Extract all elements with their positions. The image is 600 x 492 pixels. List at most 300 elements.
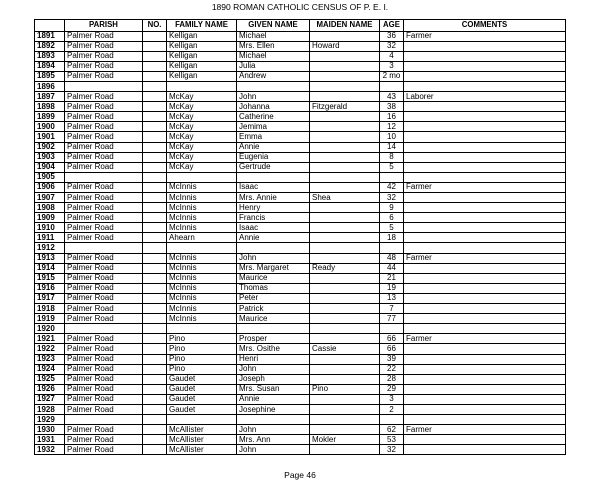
no-cell	[143, 223, 167, 233]
comments-cell	[404, 233, 566, 243]
family-name-cell: McAllister	[167, 435, 237, 445]
no-cell	[143, 81, 167, 91]
column-header-given-name: GIVEN NAME	[237, 20, 310, 32]
table-row	[35, 162, 566, 172]
given-name-cell: Isaac	[237, 182, 310, 192]
comments-cell	[404, 304, 566, 314]
comments-cell	[404, 394, 566, 404]
given-name-cell: Henri	[237, 354, 310, 364]
table-row	[35, 263, 566, 273]
age-cell: 2 mo	[380, 71, 404, 81]
given-name-cell: Johanna	[237, 102, 310, 112]
age-cell: 3	[380, 61, 404, 71]
no-cell	[143, 445, 167, 455]
family-name-cell: McKay	[167, 102, 237, 112]
maiden-name-cell: Shea	[310, 193, 380, 203]
age-cell: 38	[380, 102, 404, 112]
comments-cell	[404, 152, 566, 162]
given-name-cell: Julia	[237, 61, 310, 71]
comments-cell	[404, 344, 566, 354]
row-number-cell: 1914	[35, 263, 65, 273]
no-cell	[143, 374, 167, 384]
no-cell	[143, 384, 167, 394]
age-cell	[380, 243, 404, 253]
maiden-name-cell	[310, 81, 380, 91]
table-row	[35, 334, 566, 344]
family-name-cell	[167, 172, 237, 182]
maiden-name-cell: Pino	[310, 384, 380, 394]
age-cell: 19	[380, 283, 404, 293]
comments-cell	[404, 122, 566, 132]
no-cell	[143, 203, 167, 213]
parish-cell: Palmer Road	[65, 193, 143, 203]
no-cell	[143, 314, 167, 324]
census-table	[34, 19, 566, 455]
given-name-cell: Annie	[237, 233, 310, 243]
age-cell: 2	[380, 404, 404, 414]
maiden-name-cell	[310, 425, 380, 435]
maiden-name-cell	[310, 445, 380, 455]
age-cell: 39	[380, 354, 404, 364]
no-cell	[143, 31, 167, 41]
row-number-cell: 1918	[35, 304, 65, 314]
comments-cell	[404, 243, 566, 253]
row-number-cell: 1917	[35, 293, 65, 303]
age-cell: 5	[380, 223, 404, 233]
parish-cell	[65, 415, 143, 425]
header-row	[35, 20, 566, 32]
row-number-cell: 1897	[35, 92, 65, 102]
parish-cell: Palmer Road	[65, 263, 143, 273]
age-cell: 14	[380, 142, 404, 152]
table-row	[35, 71, 566, 81]
parish-cell: Palmer Road	[65, 334, 143, 344]
family-name-cell: Pino	[167, 334, 237, 344]
row-number-cell: 1913	[35, 253, 65, 263]
no-cell	[143, 273, 167, 283]
table-row	[35, 293, 566, 303]
age-cell: 36	[380, 31, 404, 41]
row-number-cell: 1928	[35, 404, 65, 414]
no-cell	[143, 152, 167, 162]
parish-cell: Palmer Road	[65, 102, 143, 112]
parish-cell: Palmer Road	[65, 213, 143, 223]
age-cell: 13	[380, 293, 404, 303]
maiden-name-cell	[310, 394, 380, 404]
table-row	[35, 132, 566, 142]
given-name-cell: Isaac	[237, 223, 310, 233]
comments-cell	[404, 223, 566, 233]
given-name-cell	[237, 324, 310, 334]
comments-cell	[404, 162, 566, 172]
table-row	[35, 374, 566, 384]
parish-cell: Palmer Road	[65, 122, 143, 132]
family-name-cell	[167, 81, 237, 91]
given-name-cell	[237, 243, 310, 253]
given-name-cell: John	[237, 92, 310, 102]
age-cell	[380, 415, 404, 425]
given-name-cell: Thomas	[237, 283, 310, 293]
comments-cell	[404, 132, 566, 142]
maiden-name-cell	[310, 122, 380, 132]
table-row	[35, 142, 566, 152]
given-name-cell: Andrew	[237, 71, 310, 81]
no-cell	[143, 334, 167, 344]
given-name-cell	[237, 81, 310, 91]
family-name-cell: McKay	[167, 142, 237, 152]
age-cell: 29	[380, 384, 404, 394]
row-number-cell: 1909	[35, 213, 65, 223]
given-name-cell: Annie	[237, 142, 310, 152]
maiden-name-cell	[310, 51, 380, 61]
age-cell: 4	[380, 51, 404, 61]
age-cell: 16	[380, 112, 404, 122]
family-name-cell: McKay	[167, 162, 237, 172]
parish-cell: Palmer Road	[65, 71, 143, 81]
family-name-cell: McInnis	[167, 293, 237, 303]
family-name-cell: McKay	[167, 92, 237, 102]
given-name-cell: Francis	[237, 213, 310, 223]
parish-cell: Palmer Road	[65, 354, 143, 364]
parish-cell: Palmer Road	[65, 445, 143, 455]
parish-cell: Palmer Road	[65, 394, 143, 404]
age-cell: 62	[380, 425, 404, 435]
maiden-name-cell	[310, 61, 380, 71]
row-number-cell: 1923	[35, 354, 65, 364]
no-cell	[143, 132, 167, 142]
family-name-cell: Kelligan	[167, 51, 237, 61]
family-name-cell: Pino	[167, 364, 237, 374]
table-row	[35, 394, 566, 404]
table-row	[35, 364, 566, 374]
table-row	[35, 404, 566, 414]
table-row	[35, 122, 566, 132]
comments-cell	[404, 364, 566, 374]
age-cell: 32	[380, 193, 404, 203]
table-row	[35, 203, 566, 213]
age-cell: 32	[380, 41, 404, 51]
given-name-cell: Gertrude	[237, 162, 310, 172]
comments-cell	[404, 81, 566, 91]
no-cell	[143, 233, 167, 243]
given-name-cell: Eugenia	[237, 152, 310, 162]
no-cell	[143, 415, 167, 425]
no-cell	[143, 92, 167, 102]
maiden-name-cell: Fitzgerald	[310, 102, 380, 112]
row-number-cell: 1920	[35, 324, 65, 334]
table-row	[35, 253, 566, 263]
parish-cell: Palmer Road	[65, 314, 143, 324]
parish-cell	[65, 81, 143, 91]
parish-cell: Palmer Road	[65, 112, 143, 122]
maiden-name-cell	[310, 334, 380, 344]
table-row	[35, 415, 566, 425]
parish-cell: Palmer Road	[65, 374, 143, 384]
age-cell: 5	[380, 162, 404, 172]
family-name-cell: McInnis	[167, 304, 237, 314]
given-name-cell: Peter	[237, 293, 310, 303]
comments-cell	[404, 102, 566, 112]
given-name-cell: Josephine	[237, 404, 310, 414]
family-name-cell: McInnis	[167, 263, 237, 273]
comments-cell	[404, 61, 566, 71]
comments-cell	[404, 374, 566, 384]
given-name-cell: John	[237, 253, 310, 263]
row-number-cell: 1908	[35, 203, 65, 213]
age-cell: 32	[380, 445, 404, 455]
row-number-cell: 1893	[35, 51, 65, 61]
family-name-cell: McInnis	[167, 253, 237, 263]
maiden-name-cell	[310, 364, 380, 374]
maiden-name-cell	[310, 172, 380, 182]
parish-cell: Palmer Road	[65, 41, 143, 51]
maiden-name-cell	[310, 152, 380, 162]
family-name-cell: Gaudet	[167, 374, 237, 384]
given-name-cell: Mrs. Susan	[237, 384, 310, 394]
family-name-cell: McKay	[167, 152, 237, 162]
given-name-cell: Henry	[237, 203, 310, 213]
column-header-parish: PARISH	[65, 20, 143, 32]
family-name-cell: Kelligan	[167, 61, 237, 71]
maiden-name-cell	[310, 415, 380, 425]
row-number-cell: 1919	[35, 314, 65, 324]
family-name-cell: Pino	[167, 354, 237, 364]
parish-cell: Palmer Road	[65, 384, 143, 394]
age-cell: 7	[380, 304, 404, 314]
family-name-cell: Gaudet	[167, 404, 237, 414]
parish-cell: Palmer Road	[65, 142, 143, 152]
comments-cell	[404, 445, 566, 455]
table-row	[35, 344, 566, 354]
given-name-cell: Patrick	[237, 304, 310, 314]
comments-cell	[404, 293, 566, 303]
family-name-cell: McInnis	[167, 203, 237, 213]
age-cell	[380, 81, 404, 91]
no-cell	[143, 61, 167, 71]
parish-cell: Palmer Road	[65, 182, 143, 192]
parish-cell: Palmer Road	[65, 233, 143, 243]
age-cell: 8	[380, 152, 404, 162]
given-name-cell	[237, 415, 310, 425]
row-number-cell: 1895	[35, 71, 65, 81]
comments-cell: Farmer	[404, 31, 566, 41]
no-cell	[143, 283, 167, 293]
row-number-cell: 1894	[35, 61, 65, 71]
family-name-cell: Gaudet	[167, 384, 237, 394]
given-name-cell: Annie	[237, 394, 310, 404]
page-number: Page 46	[284, 470, 316, 480]
given-name-cell: Michael	[237, 31, 310, 41]
row-number-cell: 1912	[35, 243, 65, 253]
age-cell: 3	[380, 394, 404, 404]
no-cell	[143, 425, 167, 435]
no-cell	[143, 263, 167, 273]
comments-cell: Farmer	[404, 253, 566, 263]
family-name-cell: McInnis	[167, 182, 237, 192]
comments-cell	[404, 314, 566, 324]
maiden-name-cell	[310, 203, 380, 213]
maiden-name-cell	[310, 112, 380, 122]
family-name-cell: McInnis	[167, 193, 237, 203]
parish-cell: Palmer Road	[65, 253, 143, 263]
table-row	[35, 51, 566, 61]
age-cell: 9	[380, 203, 404, 213]
row-number-cell: 1899	[35, 112, 65, 122]
table-row	[35, 172, 566, 182]
comments-cell	[404, 415, 566, 425]
family-name-cell: McKay	[167, 112, 237, 122]
maiden-name-cell	[310, 142, 380, 152]
maiden-name-cell	[310, 223, 380, 233]
comments-cell: Laborer	[404, 92, 566, 102]
comments-cell	[404, 384, 566, 394]
column-header-comments: COMMENTS	[404, 20, 566, 32]
no-cell	[143, 394, 167, 404]
no-cell	[143, 293, 167, 303]
table-row	[35, 354, 566, 364]
parish-cell	[65, 324, 143, 334]
parish-cell: Palmer Road	[65, 162, 143, 172]
age-cell: 10	[380, 132, 404, 142]
given-name-cell	[237, 172, 310, 182]
maiden-name-cell	[310, 304, 380, 314]
given-name-cell: John	[237, 425, 310, 435]
given-name-cell: Mrs. Annie	[237, 193, 310, 203]
table-row	[35, 223, 566, 233]
given-name-cell: Prosper	[237, 334, 310, 344]
comments-cell	[404, 112, 566, 122]
age-cell: 48	[380, 253, 404, 263]
table-row	[35, 31, 566, 41]
row-number-cell: 1900	[35, 122, 65, 132]
family-name-cell	[167, 415, 237, 425]
age-cell: 77	[380, 314, 404, 324]
row-number-cell: 1891	[35, 31, 65, 41]
family-name-cell: McKay	[167, 132, 237, 142]
given-name-cell: Maurice	[237, 314, 310, 324]
age-cell: 66	[380, 334, 404, 344]
parish-cell: Palmer Road	[65, 304, 143, 314]
no-cell	[143, 213, 167, 223]
given-name-cell: John	[237, 364, 310, 374]
table-row	[35, 304, 566, 314]
table-row	[35, 425, 566, 435]
table-row	[35, 314, 566, 324]
row-number-cell: 1907	[35, 193, 65, 203]
row-number-cell: 1911	[35, 233, 65, 243]
parish-cell: Palmer Road	[65, 51, 143, 61]
table-row	[35, 81, 566, 91]
age-cell: 42	[380, 182, 404, 192]
no-cell	[143, 364, 167, 374]
family-name-cell: McAllister	[167, 425, 237, 435]
parish-cell: Palmer Road	[65, 223, 143, 233]
maiden-name-cell	[310, 182, 380, 192]
row-number-cell: 1927	[35, 394, 65, 404]
table-row	[35, 41, 566, 51]
table-row	[35, 61, 566, 71]
age-cell	[380, 172, 404, 182]
given-name-cell: Mrs. Osithe	[237, 344, 310, 354]
parish-cell: Palmer Road	[65, 364, 143, 374]
row-number-cell: 1930	[35, 425, 65, 435]
maiden-name-cell	[310, 132, 380, 142]
family-name-cell: Kelligan	[167, 31, 237, 41]
no-cell	[143, 182, 167, 192]
row-number-cell: 1910	[35, 223, 65, 233]
age-cell: 18	[380, 233, 404, 243]
table-row	[35, 92, 566, 102]
maiden-name-cell	[310, 374, 380, 384]
maiden-name-cell	[310, 293, 380, 303]
age-cell	[380, 324, 404, 334]
parish-cell: Palmer Road	[65, 293, 143, 303]
table-row	[35, 233, 566, 243]
no-cell	[143, 304, 167, 314]
parish-cell: Palmer Road	[65, 435, 143, 445]
maiden-name-cell: Mokler	[310, 435, 380, 445]
comments-cell	[404, 273, 566, 283]
parish-cell: Palmer Road	[65, 273, 143, 283]
no-cell	[143, 253, 167, 263]
age-cell: 44	[380, 263, 404, 273]
no-cell	[143, 354, 167, 364]
comments-cell	[404, 203, 566, 213]
no-cell	[143, 51, 167, 61]
maiden-name-cell	[310, 354, 380, 364]
comments-cell	[404, 71, 566, 81]
family-name-cell: McKay	[167, 122, 237, 132]
table-row	[35, 152, 566, 162]
family-name-cell: McInnis	[167, 223, 237, 233]
row-number-cell: 1905	[35, 172, 65, 182]
parish-cell: Palmer Road	[65, 344, 143, 354]
table-row	[35, 182, 566, 192]
column-header-maiden-name: MAIDEN NAME	[310, 20, 380, 32]
parish-cell: Palmer Road	[65, 404, 143, 414]
maiden-name-cell	[310, 314, 380, 324]
comments-cell	[404, 283, 566, 293]
no-cell	[143, 71, 167, 81]
family-name-cell: Kelligan	[167, 71, 237, 81]
parish-cell: Palmer Road	[65, 92, 143, 102]
family-name-cell	[167, 324, 237, 334]
given-name-cell: Emma	[237, 132, 310, 142]
given-name-cell: Catherine	[237, 112, 310, 122]
family-name-cell: McInnis	[167, 273, 237, 283]
age-cell: 21	[380, 273, 404, 283]
comments-cell	[404, 172, 566, 182]
family-name-cell: Kelligan	[167, 41, 237, 51]
age-cell: 43	[380, 92, 404, 102]
table-row	[35, 213, 566, 223]
no-cell	[143, 344, 167, 354]
maiden-name-cell	[310, 273, 380, 283]
given-name-cell: Jemima	[237, 122, 310, 132]
parish-cell: Palmer Road	[65, 132, 143, 142]
row-number-cell: 1921	[35, 334, 65, 344]
parish-cell	[65, 172, 143, 182]
row-number-cell: 1902	[35, 142, 65, 152]
row-number-cell: 1922	[35, 344, 65, 354]
maiden-name-cell: Howard	[310, 41, 380, 51]
maiden-name-cell	[310, 233, 380, 243]
column-header-no: NO.	[143, 20, 167, 32]
family-name-cell: Gaudet	[167, 394, 237, 404]
row-number-cell: 1896	[35, 81, 65, 91]
comments-cell: Farmer	[404, 334, 566, 344]
row-number-cell: 1906	[35, 182, 65, 192]
